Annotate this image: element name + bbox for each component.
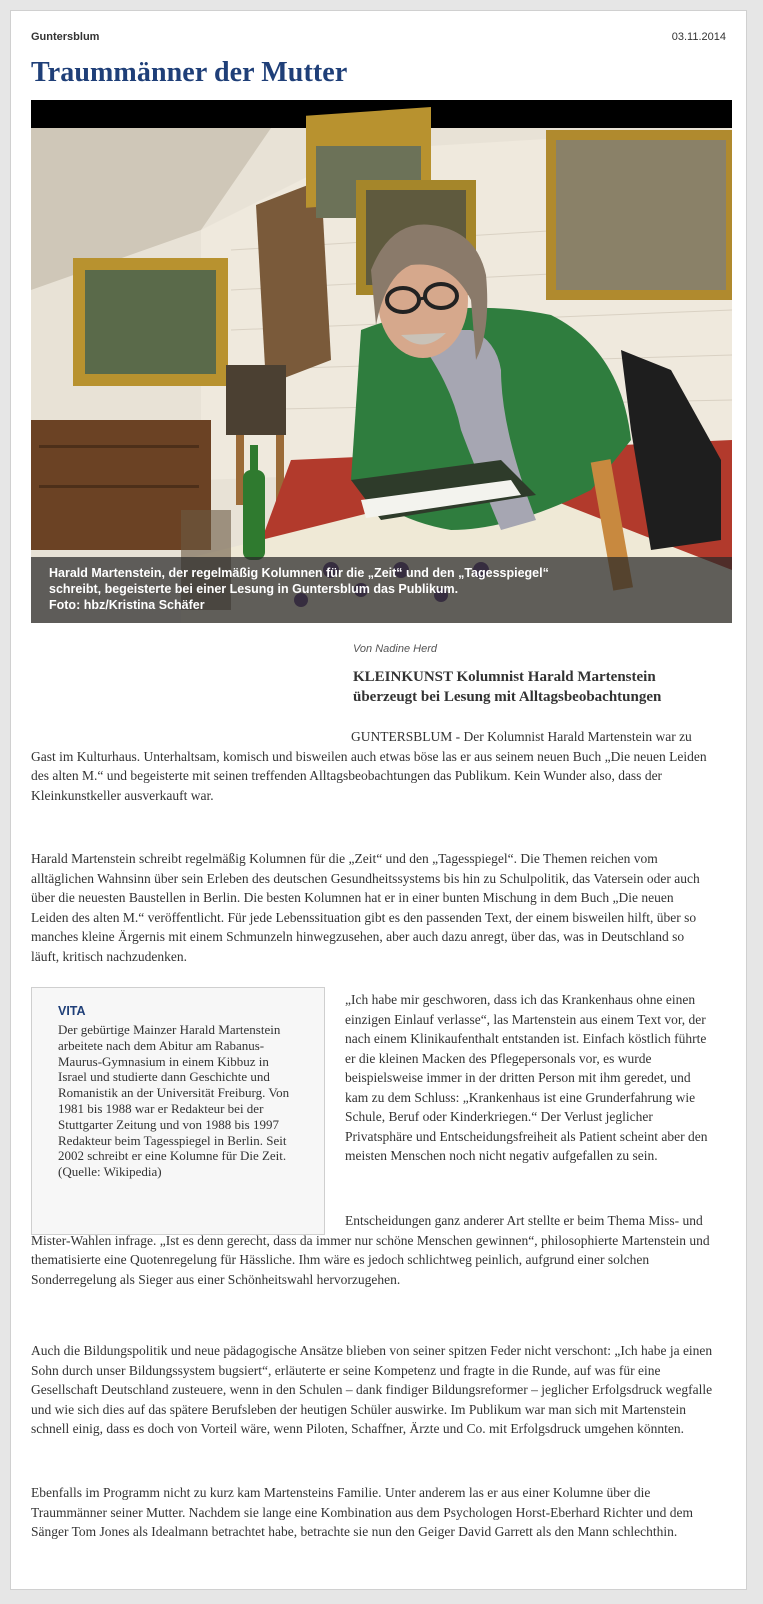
vita-box	[31, 987, 325, 1235]
paragraph-1-text: GUNTERSBLUM - Der Kolumnist Harald Martenstein war zu Gast im Kulturhaus. Unterhaltsam, komisch und bisweilen auch etwas böse las er aus seinem neuen Buch „Die neuen Leiden des alten M.“ und begeisterte mit seinen treffenden Alltagsbeobachtungen das Publikum. Kein Wunder also, dass der Kleinkunstkeller ausverkauft war.	[31, 729, 707, 803]
author-byline: Von Nadine Herd	[353, 643, 437, 655]
paragraph-5: Auch die Bildungspolitik und neue pädagogische Ansätze blieben von seiner spitzen Feder nicht verschont: „Ich habe ja einen Sohn durch unser Bildungssystem bugsiert“, erläuterte er seine Kompetenz und fragte in die Runde, auf was für eine Gesellschaft Deutschland zusteuere, wenn in den Schulen – dank findiger Bildungsreformer – jeglicher Erfolgsdruck wegfalle und wie sich dies auf das spätere Berufsleben der heutigen Schüler auswirke. Im Publikum war man sich mit Martenstein schnell einig, dass es doch von Vorteil wäre, wenn Piloten, Schaffner, Ärzte und Co. mit Erfolgsdruck umgehen könnten.	[31, 1343, 713, 1436]
location-kicker[interactable]: Guntersblum	[31, 31, 100, 43]
vita-text: Der gebürtige Mainzer Harald Martenstein arbeitete nach dem Abitur am Rabanus-Maurus-Gymnasium in einem Kibbuz in Israel und studierte dann Geschichte und Romanistik an der Universität Freiburg. Von 1981 bis 1988 war er Redakteur bei der Stuttgarter Zeitung und von 1988 bis 1997 Redakteur beim Tagesspiegel in Berlin. Seit 2002 schreibt er eine Kolumne für Die Zeit. (Quelle: Wikipedia)	[58, 1022, 290, 1180]
article-headline: Traummänner der Mutter	[31, 57, 348, 88]
article-teaser: KLEINKUNST Kolumnist Harald Martenstein überzeugt bei Lesung mit Alltagsbeobachtungen	[353, 669, 662, 705]
article-header-bar	[31, 29, 726, 49]
paragraph-2: Harald Martenstein schreibt regelmäßig Kolumnen für die „Zeit“ und den „Tagesspiegel“. Die Themen reichen vom alltäglichen Wahnsinn über sein Erleben des deutschen Gesundheitssystems bis hin zu Schulpolitik, das Vatersein oder auch über die neuesten Baustellen in Berlin. Die besten Kolumnen hat er in einer bunten Mischung in dem Buch „Die neuen Leiden des alten M.“ veröffentlicht. Für jede Lebenssituation gibt es den passenden Text, der einem bisweilen hilft, über so manches kleine Ärgernis mit einem Schmunzeln hinwegzusehen, aber auch dazu anregt, über das, was in Deutschland so läuft, kritisch nachzudenken.	[31, 851, 700, 964]
paragraph-6: Ebenfalls im Programm nicht zu kurz kam Martensteins Familie. Unter anderem las er aus einer Kolumne über die Traummänner seiner Mutter. Nachdem sie lange eine Kombination aus dem Psychologen Horst-Eberhard Richter und dem Sänger Tom Jones als Idealmann betrachtet habe, betrachte sie nun den Geiger David Garrett als den Mann schlechthin.	[31, 1485, 693, 1539]
vita-title: VITA	[58, 1004, 86, 1018]
publish-date: 03.11.2014	[671, 31, 726, 43]
photo-credit: Foto: hbz/Kristina Schäfer	[49, 598, 205, 612]
paragraph-4-text: Entscheidungen ganz anderer Art stellte er beim Thema Miss- und Mister-Wahlen infrage. „Ist es denn gerecht, dass da immer nur schöne Menschen gewinnen“, philosophierte Martenstein und thematisierte eine Quotenregelung für Hässliche. Ihm wäre es jedoch schlichtweg peinlich, aufgrund einer solchen Sonderregelung als Sieger aus einer Schönheitswahl hervorzugehen.	[31, 1213, 710, 1287]
photo-illustration	[31, 100, 732, 623]
caption-line-2: schreibt, begeisterte bei einer Lesung in Guntersblum das Publikum.	[49, 582, 459, 596]
caption-line-1: Harald Martenstein, der regelmäßig Kolumnen für die „Zeit“ und den „Tagesspiegel“	[49, 566, 549, 580]
article-photo[interactable]	[31, 100, 732, 623]
photo-caption	[31, 557, 732, 623]
paragraph-4	[31, 1211, 717, 1289]
paragraph-3: „Ich habe mir geschworen, dass ich das Krankenhaus ohne einen einzigen Einlauf verlasse“, las Martenstein aus einem Text vor, der nach einem Klinikaufenthalt entstanden ist. Einfach köstlich führte er die kleinen Macken des Pflegepersonals vor, es wurde beispielsweise immer in der dritten Person mit ihm geredet, und kam zu dem Schluss: „Krankenhaus ist eine Grunderfahrung wie Schule, Beruf oder Kinderkriegen.“ Der Verlust jeglicher Privatsphäre und Entscheidungsfreiheit als Patient scheint aber den meisten Menschen noch nicht negativ aufgefallen zu sein.	[345, 992, 708, 1163]
paragraph-1	[31, 727, 711, 805]
article-page	[10, 10, 747, 1590]
